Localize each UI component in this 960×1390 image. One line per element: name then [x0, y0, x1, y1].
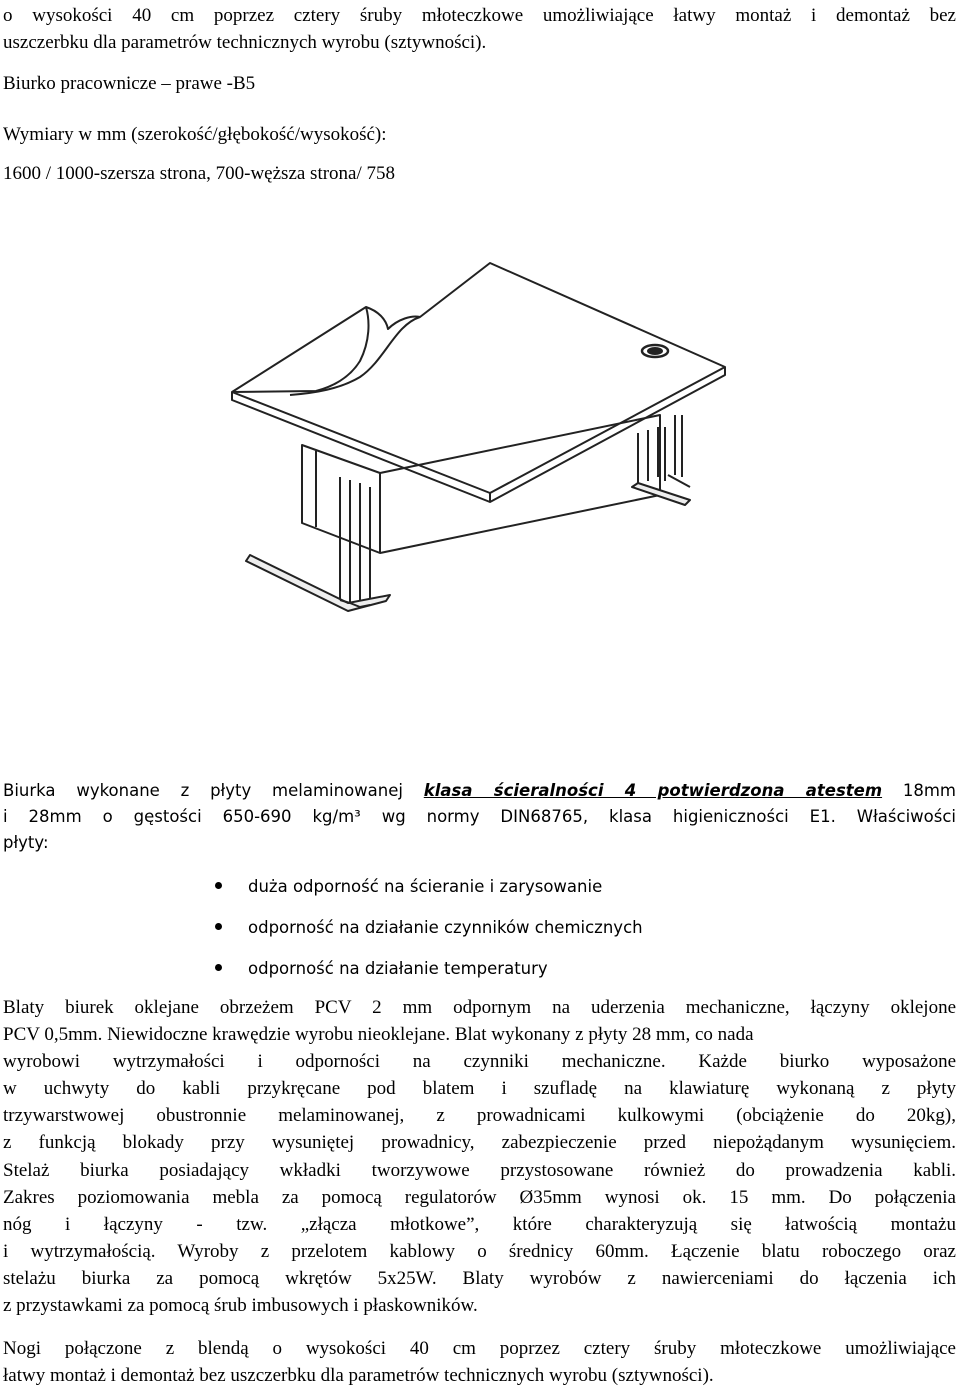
paragraph-2-line: wyrobowi wytrzymałości i odporności na czynniki mechaniczne. Każde biurko wyposażone	[3, 1051, 956, 1073]
desktop-curved-edge	[290, 317, 420, 395]
desktop-outline	[232, 263, 725, 493]
paragraph-2-line: nóg i łączyny - tzw. „złącza młotkowe”, które charakteryzują się łatwością montażu	[3, 1213, 956, 1235]
desk-drawing-icon	[220, 255, 730, 655]
list-item: duża odporność na ścieranie i zarysowanie	[215, 873, 643, 914]
intro-line-1: o wysokości 40 cm poprzez cztery śruby młoteczkowe umożliwiające łatwy montaż i demontaż bez	[3, 5, 956, 26]
rear-leg	[675, 415, 682, 477]
list-item: odporność na działanie czynników chemicznych	[215, 914, 643, 955]
dimensions-heading: Wymiary w mm (szerokość/głębokość/wysokość):	[3, 124, 387, 145]
paragraph-2-line: z przystawkami za pomocą śrub imbusowych i płaskowników.	[3, 1295, 478, 1317]
list-item: odporność na działanie temperatury	[215, 955, 643, 996]
paragraph-2-line: Stelaż biurka posiadający wkładki tworzywowe przystosowane również do prowadzenia kabli.	[3, 1159, 956, 1181]
product-title: Biurko pracownicze – prawe -B5	[3, 73, 256, 94]
paragraph-3-line: łatwy montaż i demontaż bez uszczerbku dla parametrów technicznych wyrobu (sztywności).	[3, 1365, 714, 1386]
paragraph-2-line: trzywarstwowej obustronnie melaminowanej, z prowadnicami kulkowymi (obciążenie do 20kg),	[3, 1105, 956, 1127]
paragraph-1-line-2: i 28mm o gęstości 650-690 kg/m³ wg normy DIN68765, klasa higieniczności E1. Właściwości	[3, 807, 956, 826]
description-paragraph-1	[3, 778, 956, 856]
description-paragraph-3	[3, 1335, 956, 1389]
desktop-thickness	[232, 367, 725, 502]
paragraph-1-line-1: Biurka wykonane z płyty melaminowanej klasa ścieralności 4 potwierdzona atestem 18mm	[3, 781, 957, 800]
abrasion-class-emphasis: klasa ścieralności 4 potwierdzona atestem	[423, 781, 883, 800]
paragraph-2-line: w uchwyty do kabli przykręcane pod blatem i szufladę na klawiaturę wykonaną z płyty	[3, 1078, 956, 1100]
paragraph-2-line: stelażu biurka za pomocą wkrętów 5x25W. Blaty wyrobów z nawierceniami do łączenia ich	[3, 1267, 956, 1289]
intro-line-2: uszczerbku dla parametrów technicznych wyrobu (sztywności).	[3, 32, 487, 53]
paragraph-2-line: i wytrzymałością. Wyroby z przelotem kablowy o średnicy 60mm. Łączenie blatu roboczego oraz	[3, 1240, 956, 1262]
desktop-top-face	[232, 307, 420, 392]
description-paragraph-2	[3, 994, 956, 1319]
paragraph-2-line: Blaty biurek oklejane obrzeżem PCV 2 mm odpornym na uderzenia mechaniczne, łączyny oklejone	[3, 997, 956, 1018]
dimensions-value: 1600 / 1000-szersza strona, 700-węższa strona/ 758	[3, 163, 396, 184]
paragraph-2-line: PCV 0,5mm. Niewidoczne krawędzie wyrobu nieoklejane. Blat wykonany z płyty 28 mm, co nada	[3, 1024, 754, 1046]
paragraph-3-line: Nogi połączone z blendą o wysokości 40 cm poprzez cztery śruby młoteczkowe umożliwiające	[3, 1338, 956, 1359]
properties-list	[215, 873, 643, 996]
front-leg	[340, 477, 370, 607]
paragraph-2-line: z funkcją blokady przy wysuniętej prowadnicy, zabezpieczenie przed niepożądanym wysunięciem.	[3, 1132, 956, 1154]
paragraph-1-line-3: płyty:	[3, 833, 49, 852]
paragraph-2-line: Zakres poziomowania mebla za pomocą regulatorów Ø35mm wynosi ok. 15 mm. Do połączenia	[3, 1186, 956, 1208]
